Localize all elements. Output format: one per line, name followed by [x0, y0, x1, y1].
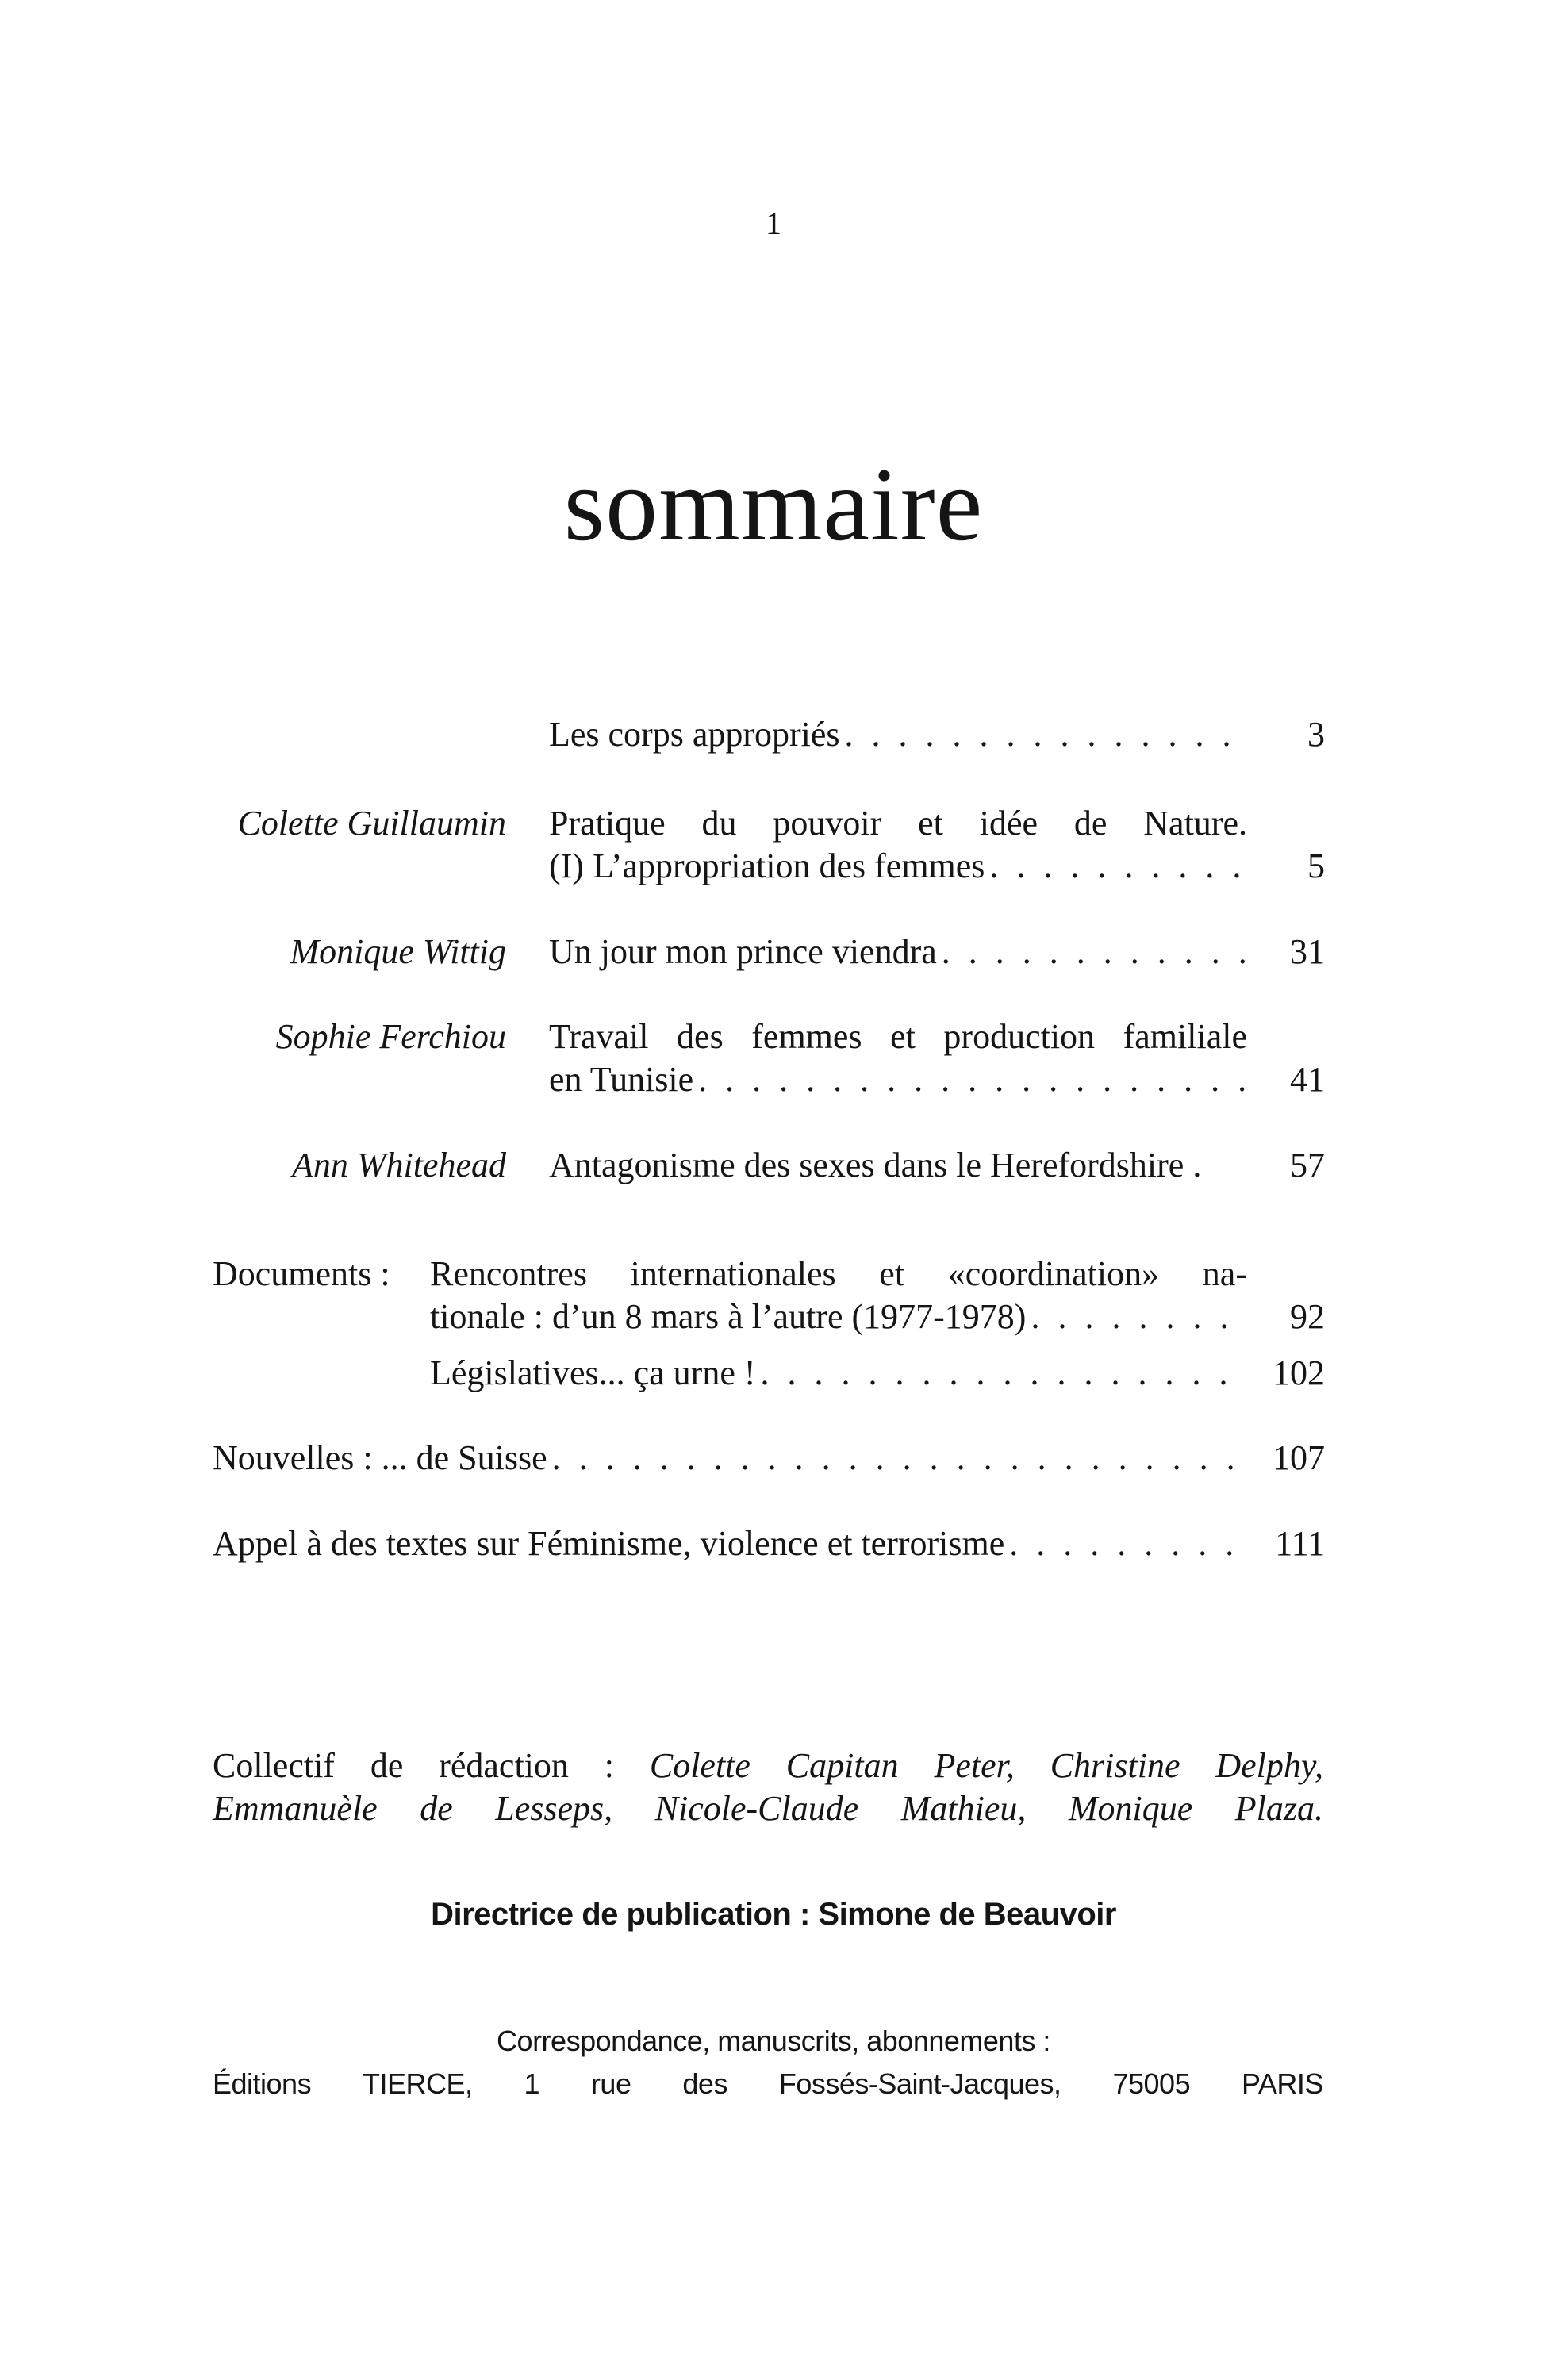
toc-entry-title: Un jour mon prince viendra	[549, 932, 937, 971]
toc-entry-3	[549, 930, 1247, 974]
address-part: 1	[524, 2067, 539, 2100]
address-part: TIERCE,	[363, 2067, 473, 2100]
toc-author: Ann Whitehead	[291, 1146, 506, 1184]
dot-leader	[698, 1058, 1247, 1102]
collectif-line-1	[213, 1744, 1323, 1788]
appel-entry	[213, 1522, 1247, 1566]
toc-entry-title-line: Pratique du pouvoir et idée de Nature.	[549, 804, 1247, 843]
documents-item-line: Rencontres internationales et «coordination» na-	[430, 1254, 1247, 1293]
correspondance-label: Correspondance, manuscrits, abonnements :	[497, 2025, 1050, 2057]
address-part: des	[682, 2067, 727, 2100]
toc-page-number: 3	[1307, 715, 1325, 754]
toc-entry-title-line: (I) L’appropriation des femmes	[549, 846, 985, 885]
address-part: rue	[590, 2067, 631, 2100]
page-number: 1	[766, 205, 781, 241]
toc-page-number: 57	[1290, 1146, 1325, 1184]
documents-label: Documents :	[213, 1254, 390, 1293]
toc-page-number: 102	[1273, 1353, 1325, 1392]
toc-page-number: 111	[1275, 1524, 1325, 1563]
toc-entry-4	[549, 1058, 1247, 1102]
documents-item-title: Législatives... ça urne !	[430, 1353, 756, 1392]
toc-entry-title: Antagonisme des sexes dans le Herefordshire .	[549, 1146, 1202, 1184]
address-part: 75005	[1112, 2067, 1191, 2100]
dot-leader	[989, 844, 1247, 889]
toc-page-number: 41	[1290, 1060, 1325, 1099]
toc-entry-2	[549, 844, 1247, 889]
directrice-de-publication: Directrice de publication : Simone de Beauvoir	[431, 1897, 1116, 1932]
toc-page-number: 107	[1273, 1438, 1325, 1477]
dot-leader	[845, 712, 1247, 757]
documents-item-1	[430, 1295, 1247, 1339]
toc-author: Sophie Ferchiou	[275, 1017, 506, 1056]
address-part: PARIS	[1242, 2067, 1323, 2100]
nouvelles-entry	[213, 1436, 1247, 1480]
address-part: Éditions	[213, 2067, 312, 2100]
toc-author: Colette Guillaumin	[237, 804, 506, 843]
dot-leader	[942, 930, 1247, 974]
toc-entry-1	[549, 712, 1247, 757]
documents-item-2	[430, 1351, 1247, 1395]
collectif-names: Colette Capitan Peter, Christine Delphy,	[649, 1746, 1323, 1785]
collectif-names: Emmanuèle de Lesseps, Nicole-Claude Mathieu, Monique Plaza.	[213, 1789, 1323, 1828]
collectif-line-2	[213, 1787, 1323, 1831]
dot-leader	[552, 1436, 1247, 1480]
toc-page-number: 92	[1290, 1297, 1325, 1336]
appel-title: Appel à des textes sur Féminisme, violence et terrorisme	[213, 1524, 1005, 1563]
toc-page-number: 31	[1290, 932, 1325, 971]
dot-leader	[761, 1351, 1247, 1395]
documents-item-line: tionale : d’un 8 mars à l’autre (1977-1978)	[430, 1297, 1027, 1336]
collectif-label: Collectif de rédaction :	[213, 1746, 614, 1785]
toc-author: Monique Wittig	[290, 932, 506, 971]
toc-entry-title-line: en Tunisie	[549, 1060, 694, 1099]
address-part: Fossés-Saint-Jacques,	[778, 2067, 1061, 2100]
page-title: sommaire	[563, 446, 984, 562]
nouvelles-title: Nouvelles : ... de Suisse	[213, 1438, 547, 1477]
publisher-address	[213, 2064, 1323, 2104]
dot-leader	[1009, 1522, 1247, 1566]
toc-page-number: 5	[1307, 846, 1325, 885]
toc-entry-title: Les corps appropriés	[549, 715, 840, 754]
dot-leader	[1031, 1295, 1247, 1339]
toc-entry-title-line: Travail des femmes et production familiale	[549, 1017, 1247, 1056]
